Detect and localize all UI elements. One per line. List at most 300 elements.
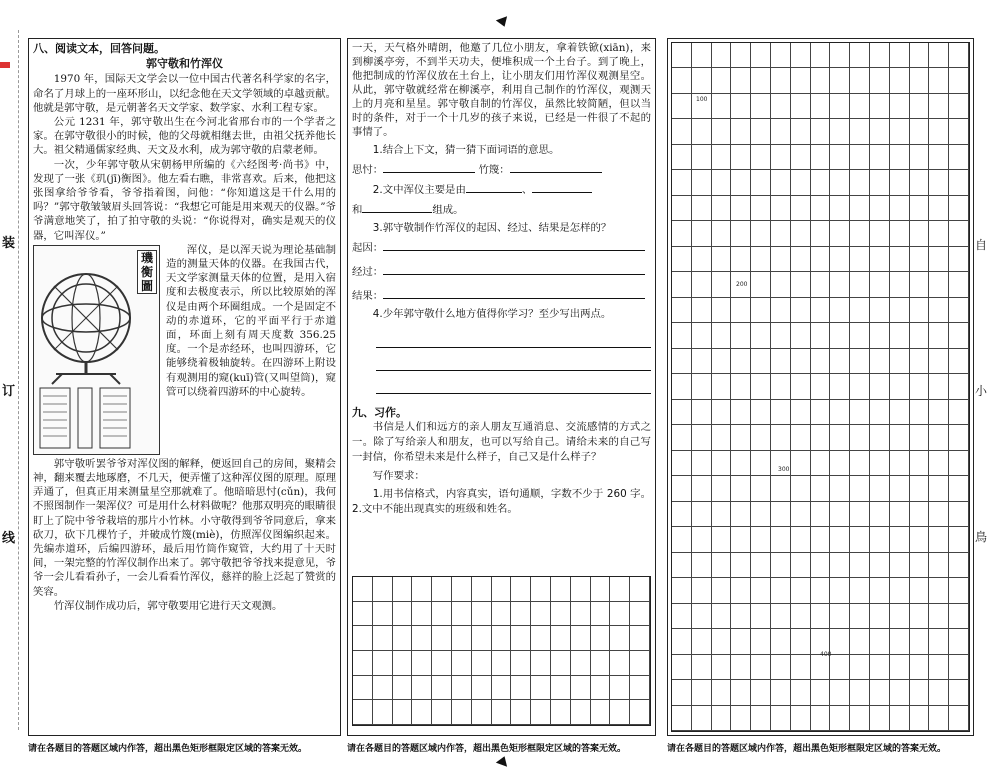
grid-cell[interactable]: [910, 349, 930, 374]
grid-cell[interactable]: [731, 527, 751, 552]
grid-cell[interactable]: [731, 655, 751, 680]
grid-cell[interactable]: [692, 272, 712, 297]
grid-cell[interactable]: [850, 43, 870, 68]
grid-cell[interactable]: [771, 680, 791, 705]
grid-cell[interactable]: [830, 527, 850, 552]
grid-cell[interactable]: [850, 349, 870, 374]
grid-cell[interactable]: [910, 680, 930, 705]
grid-cell[interactable]: [412, 700, 432, 725]
grid-cell[interactable]: [692, 196, 712, 221]
grid-cell[interactable]: [830, 476, 850, 501]
grid-cell[interactable]: [890, 578, 910, 603]
grid-cell[interactable]: [771, 706, 791, 731]
grid-cell[interactable]: [731, 680, 751, 705]
grid-cell[interactable]: [791, 425, 811, 450]
grid-cell[interactable]: [850, 247, 870, 272]
grid-cell[interactable]: [412, 676, 432, 701]
grid-cell[interactable]: [511, 626, 531, 651]
grid-cell[interactable]: [870, 170, 890, 195]
grid-cell[interactable]: [551, 602, 571, 627]
grid-cell[interactable]: [731, 68, 751, 93]
grid-cell[interactable]: [393, 577, 413, 602]
grid-cell[interactable]: [771, 272, 791, 297]
grid-cell[interactable]: [412, 602, 432, 627]
grid-cell[interactable]: [492, 577, 512, 602]
grid-cell[interactable]: [791, 578, 811, 603]
grid-cell[interactable]: [712, 553, 732, 578]
grid-cell[interactable]: [910, 323, 930, 348]
q3-process-line[interactable]: [383, 263, 645, 275]
grid-cell[interactable]: [672, 272, 692, 297]
grid-cell[interactable]: [393, 626, 413, 651]
grid-cell[interactable]: [751, 94, 771, 119]
grid-cell[interactable]: [929, 349, 949, 374]
grid-cell[interactable]: [870, 655, 890, 680]
grid-cell[interactable]: [492, 700, 512, 725]
grid-cell[interactable]: [949, 527, 969, 552]
grid-cell[interactable]: [692, 400, 712, 425]
grid-cell[interactable]: [452, 626, 472, 651]
grid-cell[interactable]: [672, 94, 692, 119]
grid-cell[interactable]: [610, 700, 630, 725]
grid-cell[interactable]: [771, 68, 791, 93]
grid-cell[interactable]: [472, 700, 492, 725]
grid-cell[interactable]: [890, 553, 910, 578]
grid-cell[interactable]: [672, 400, 692, 425]
grid-cell[interactable]: [692, 451, 712, 476]
grid-cell[interactable]: [751, 476, 771, 501]
grid-cell[interactable]: [929, 629, 949, 654]
grid-cell[interactable]: [830, 604, 850, 629]
grid-cell[interactable]: [850, 298, 870, 323]
grid-cell[interactable]: [870, 425, 890, 450]
grid-cell[interactable]: [531, 577, 551, 602]
grid-cell[interactable]: [910, 43, 930, 68]
grid-cell[interactable]: [870, 629, 890, 654]
grid-cell[interactable]: [751, 604, 771, 629]
grid-cell[interactable]: [771, 349, 791, 374]
grid-cell[interactable]: [791, 706, 811, 731]
grid-cell[interactable]: [890, 604, 910, 629]
grid-cell[interactable]: [791, 119, 811, 144]
grid-cell[interactable]: [910, 272, 930, 297]
grid-cell[interactable]: [712, 374, 732, 399]
grid-cell[interactable]: [870, 578, 890, 603]
grid-cell[interactable]: [692, 247, 712, 272]
grid-cell[interactable]: [672, 680, 692, 705]
grid-cell[interactable]: [672, 553, 692, 578]
grid-cell[interactable]: [551, 626, 571, 651]
grid-cell[interactable]: [771, 629, 791, 654]
grid-cell[interactable]: [850, 502, 870, 527]
grid-cell[interactable]: [672, 706, 692, 731]
grid-cell[interactable]: [731, 425, 751, 450]
grid-cell[interactable]: [949, 629, 969, 654]
grid-cell[interactable]: [929, 119, 949, 144]
grid-cell[interactable]: [929, 196, 949, 221]
grid-cell[interactable]: [771, 476, 791, 501]
grid-cell[interactable]: [811, 247, 831, 272]
grid-cell[interactable]: [910, 145, 930, 170]
grid-cell[interactable]: [712, 272, 732, 297]
grid-cell[interactable]: [672, 655, 692, 680]
grid-cell[interactable]: [373, 700, 393, 725]
grid-cell[interactable]: [949, 476, 969, 501]
grid-cell[interactable]: [850, 451, 870, 476]
grid-cell[interactable]: [610, 577, 630, 602]
q3-result-line[interactable]: [383, 287, 645, 299]
grid-cell[interactable]: [712, 323, 732, 348]
grid-cell[interactable]: [870, 349, 890, 374]
grid-cell[interactable]: [929, 221, 949, 246]
grid-cell[interactable]: [373, 651, 393, 676]
grid-cell[interactable]: [929, 680, 949, 705]
grid-cell[interactable]: [393, 676, 413, 701]
grid-cell[interactable]: [811, 425, 831, 450]
grid-cell[interactable]: [432, 700, 452, 725]
grid-cell[interactable]: [890, 68, 910, 93]
grid-cell[interactable]: [591, 700, 611, 725]
grid-cell[interactable]: [551, 651, 571, 676]
grid-cell[interactable]: [511, 676, 531, 701]
grid-cell[interactable]: [571, 700, 591, 725]
grid-cell[interactable]: [949, 425, 969, 450]
grid-cell[interactable]: [452, 651, 472, 676]
grid-cell[interactable]: [531, 700, 551, 725]
grid-cell[interactable]: [751, 400, 771, 425]
grid-cell[interactable]: [630, 602, 650, 627]
grid-cell[interactable]: [811, 527, 831, 552]
grid-cell[interactable]: [830, 94, 850, 119]
grid-cell[interactable]: [830, 680, 850, 705]
grid-cell[interactable]: [811, 272, 831, 297]
grid-cell[interactable]: [830, 349, 850, 374]
grid-cell[interactable]: [672, 68, 692, 93]
grid-cell[interactable]: [929, 374, 949, 399]
grid-cell[interactable]: [672, 451, 692, 476]
grid-cell[interactable]: [571, 676, 591, 701]
grid-cell[interactable]: [751, 578, 771, 603]
grid-cell[interactable]: [712, 43, 732, 68]
grid-cell[interactable]: [610, 676, 630, 701]
grid-cell[interactable]: [850, 425, 870, 450]
grid-cell[interactable]: [373, 626, 393, 651]
grid-cell[interactable]: [791, 349, 811, 374]
grid-cell[interactable]: [850, 94, 870, 119]
grid-cell[interactable]: [791, 553, 811, 578]
grid-cell[interactable]: [731, 145, 751, 170]
grid-cell[interactable]: [910, 374, 930, 399]
grid-cell[interactable]: [890, 629, 910, 654]
grid-cell[interactable]: [731, 196, 751, 221]
grid-cell[interactable]: [731, 323, 751, 348]
grid-cell[interactable]: [949, 247, 969, 272]
grid-cell[interactable]: [870, 706, 890, 731]
grid-cell[interactable]: [771, 145, 791, 170]
grid-cell[interactable]: [929, 43, 949, 68]
grid-cell[interactable]: [830, 68, 850, 93]
q2-blank-1[interactable]: [466, 181, 522, 193]
grid-cell[interactable]: [712, 247, 732, 272]
grid-cell[interactable]: [791, 323, 811, 348]
grid-cell[interactable]: [910, 553, 930, 578]
grid-cell[interactable]: [870, 400, 890, 425]
grid-cell[interactable]: [692, 527, 712, 552]
grid-cell[interactable]: [949, 349, 969, 374]
grid-cell[interactable]: [731, 119, 751, 144]
grid-cell[interactable]: [811, 119, 831, 144]
q4-line-3[interactable]: [376, 371, 651, 394]
grid-cell[interactable]: [811, 170, 831, 195]
grid-cell[interactable]: [672, 221, 692, 246]
word-2-answer-line[interactable]: [510, 161, 602, 173]
grid-cell[interactable]: [672, 527, 692, 552]
grid-cell[interactable]: [791, 502, 811, 527]
grid-cell[interactable]: [910, 425, 930, 450]
grid-cell[interactable]: [870, 604, 890, 629]
grid-cell[interactable]: [672, 349, 692, 374]
grid-cell[interactable]: [571, 602, 591, 627]
grid-cell[interactable]: [850, 196, 870, 221]
grid-cell[interactable]: [472, 602, 492, 627]
grid-cell[interactable]: [630, 626, 650, 651]
grid-cell[interactable]: [910, 170, 930, 195]
grid-cell[interactable]: [771, 196, 791, 221]
grid-cell[interactable]: [850, 706, 870, 731]
grid-cell[interactable]: [929, 272, 949, 297]
grid-cell[interactable]: [751, 349, 771, 374]
grid-cell[interactable]: [771, 374, 791, 399]
grid-cell[interactable]: [929, 476, 949, 501]
grid-cell[interactable]: [811, 400, 831, 425]
grid-cell[interactable]: [850, 680, 870, 705]
grid-cell[interactable]: [712, 425, 732, 450]
grid-cell[interactable]: [929, 145, 949, 170]
grid-cell[interactable]: [811, 578, 831, 603]
grid-cell[interactable]: [910, 476, 930, 501]
grid-cell[interactable]: [432, 676, 452, 701]
grid-cell[interactable]: [890, 94, 910, 119]
grid-cell[interactable]: [531, 626, 551, 651]
grid-cell[interactable]: [791, 145, 811, 170]
grid-cell[interactable]: [850, 629, 870, 654]
grid-cell[interactable]: [870, 145, 890, 170]
grid-cell[interactable]: [692, 502, 712, 527]
grid-cell[interactable]: [712, 68, 732, 93]
grid-cell[interactable]: [850, 145, 870, 170]
grid-cell[interactable]: [870, 43, 890, 68]
grid-cell[interactable]: [591, 602, 611, 627]
grid-cell[interactable]: [571, 626, 591, 651]
grid-cell[interactable]: [791, 374, 811, 399]
grid-cell[interactable]: [771, 553, 791, 578]
grid-cell[interactable]: [692, 578, 712, 603]
grid-cell[interactable]: [531, 602, 551, 627]
grid-cell[interactable]: [672, 298, 692, 323]
grid-cell[interactable]: [890, 706, 910, 731]
grid-cell[interactable]: [452, 700, 472, 725]
grid-cell[interactable]: [492, 626, 512, 651]
grid-cell[interactable]: [751, 680, 771, 705]
grid-cell[interactable]: [353, 700, 373, 725]
grid-cell[interactable]: [373, 602, 393, 627]
grid-cell[interactable]: [771, 425, 791, 450]
grid-cell[interactable]: [791, 196, 811, 221]
grid-cell[interactable]: [712, 629, 732, 654]
grid-cell[interactable]: [811, 221, 831, 246]
grid-cell[interactable]: [731, 502, 751, 527]
grid-cell[interactable]: [811, 43, 831, 68]
grid-cell[interactable]: [791, 170, 811, 195]
grid-cell[interactable]: [870, 451, 890, 476]
grid-cell[interactable]: [811, 196, 831, 221]
grid-cell[interactable]: [791, 604, 811, 629]
grid-cell[interactable]: [472, 676, 492, 701]
grid-cell[interactable]: [870, 298, 890, 323]
grid-cell[interactable]: [492, 651, 512, 676]
grid-cell[interactable]: [890, 425, 910, 450]
grid-cell[interactable]: [929, 94, 949, 119]
grid-cell[interactable]: [791, 629, 811, 654]
grid-cell[interactable]: [472, 577, 492, 602]
grid-cell[interactable]: [890, 170, 910, 195]
grid-cell[interactable]: [929, 400, 949, 425]
grid-cell[interactable]: [949, 578, 969, 603]
grid-cell[interactable]: [830, 298, 850, 323]
grid-cell[interactable]: [692, 145, 712, 170]
grid-cell[interactable]: [830, 629, 850, 654]
grid-cell[interactable]: [870, 94, 890, 119]
grid-cell[interactable]: [910, 502, 930, 527]
grid-cell[interactable]: [850, 527, 870, 552]
grid-cell[interactable]: [731, 553, 751, 578]
grid-cell[interactable]: [692, 629, 712, 654]
grid-cell[interactable]: [949, 272, 969, 297]
grid-cell[interactable]: [672, 578, 692, 603]
grid-cell[interactable]: [511, 700, 531, 725]
grid-cell[interactable]: [751, 374, 771, 399]
grid-cell[interactable]: [811, 706, 831, 731]
grid-cell[interactable]: [830, 221, 850, 246]
grid-cell[interactable]: [929, 578, 949, 603]
grid-cell[interactable]: [551, 577, 571, 602]
grid-cell[interactable]: [472, 651, 492, 676]
grid-cell[interactable]: [890, 298, 910, 323]
grid-cell[interactable]: [731, 374, 751, 399]
grid-cell[interactable]: [890, 145, 910, 170]
grid-cell[interactable]: [791, 94, 811, 119]
grid-cell[interactable]: [890, 527, 910, 552]
grid-cell[interactable]: [830, 43, 850, 68]
grid-cell[interactable]: [791, 655, 811, 680]
grid-cell[interactable]: [890, 43, 910, 68]
grid-cell[interactable]: [393, 602, 413, 627]
grid-cell[interactable]: [751, 119, 771, 144]
grid-cell[interactable]: [890, 680, 910, 705]
grid-cell[interactable]: [850, 323, 870, 348]
grid-cell[interactable]: [692, 425, 712, 450]
grid-cell[interactable]: [811, 476, 831, 501]
grid-cell[interactable]: [910, 119, 930, 144]
grid-cell[interactable]: [551, 676, 571, 701]
grid-cell[interactable]: [751, 221, 771, 246]
grid-cell[interactable]: [692, 349, 712, 374]
grid-cell[interactable]: [531, 676, 551, 701]
grid-cell[interactable]: [672, 502, 692, 527]
grid-cell[interactable]: [830, 170, 850, 195]
grid-cell[interactable]: [731, 247, 751, 272]
grid-cell[interactable]: [949, 119, 969, 144]
grid-cell[interactable]: [791, 298, 811, 323]
grid-cell[interactable]: [791, 43, 811, 68]
grid-cell[interactable]: [929, 553, 949, 578]
grid-cell[interactable]: [830, 553, 850, 578]
grid-cell[interactable]: [712, 451, 732, 476]
grid-cell[interactable]: [751, 323, 771, 348]
grid-cell[interactable]: [870, 221, 890, 246]
grid-cell[interactable]: [870, 476, 890, 501]
grid-cell[interactable]: [751, 451, 771, 476]
grid-cell[interactable]: [692, 655, 712, 680]
grid-cell[interactable]: [712, 349, 732, 374]
grid-cell[interactable]: [692, 476, 712, 501]
grid-cell[interactable]: [751, 527, 771, 552]
grid-cell[interactable]: [870, 68, 890, 93]
grid-cell[interactable]: [910, 68, 930, 93]
grid-cell[interactable]: [830, 655, 850, 680]
grid-cell[interactable]: [672, 629, 692, 654]
grid-cell[interactable]: [830, 425, 850, 450]
grid-cell[interactable]: [830, 374, 850, 399]
grid-cell[interactable]: [531, 651, 551, 676]
grid-cell[interactable]: [949, 145, 969, 170]
grid-cell[interactable]: [929, 527, 949, 552]
grid-cell[interactable]: [890, 349, 910, 374]
grid-cell[interactable]: [830, 502, 850, 527]
grid-cell[interactable]: [393, 651, 413, 676]
grid-cell[interactable]: [949, 221, 969, 246]
grid-cell[interactable]: [910, 578, 930, 603]
grid-cell[interactable]: [850, 400, 870, 425]
grid-cell[interactable]: [610, 626, 630, 651]
grid-cell[interactable]: [731, 604, 751, 629]
grid-cell[interactable]: [672, 425, 692, 450]
grid-cell[interactable]: [870, 272, 890, 297]
grid-cell[interactable]: [712, 578, 732, 603]
grid-cell[interactable]: [811, 655, 831, 680]
grid-cell[interactable]: [890, 272, 910, 297]
grid-cell[interactable]: [791, 400, 811, 425]
grid-cell[interactable]: [712, 145, 732, 170]
grid-cell[interactable]: [791, 451, 811, 476]
grid-cell[interactable]: [811, 94, 831, 119]
grid-cell[interactable]: [412, 577, 432, 602]
grid-cell[interactable]: [771, 578, 791, 603]
grid-cell[interactable]: [830, 145, 850, 170]
grid-cell[interactable]: [929, 451, 949, 476]
grid-cell[interactable]: [870, 502, 890, 527]
grid-cell[interactable]: [870, 119, 890, 144]
grid-cell[interactable]: [929, 323, 949, 348]
grid-cell[interactable]: [949, 43, 969, 68]
grid-cell[interactable]: [731, 43, 751, 68]
grid-cell[interactable]: [712, 604, 732, 629]
q3-cause-line[interactable]: [383, 239, 645, 251]
grid-cell[interactable]: [712, 680, 732, 705]
grid-cell[interactable]: [890, 247, 910, 272]
grid-cell[interactable]: [949, 604, 969, 629]
grid-cell[interactable]: [412, 651, 432, 676]
